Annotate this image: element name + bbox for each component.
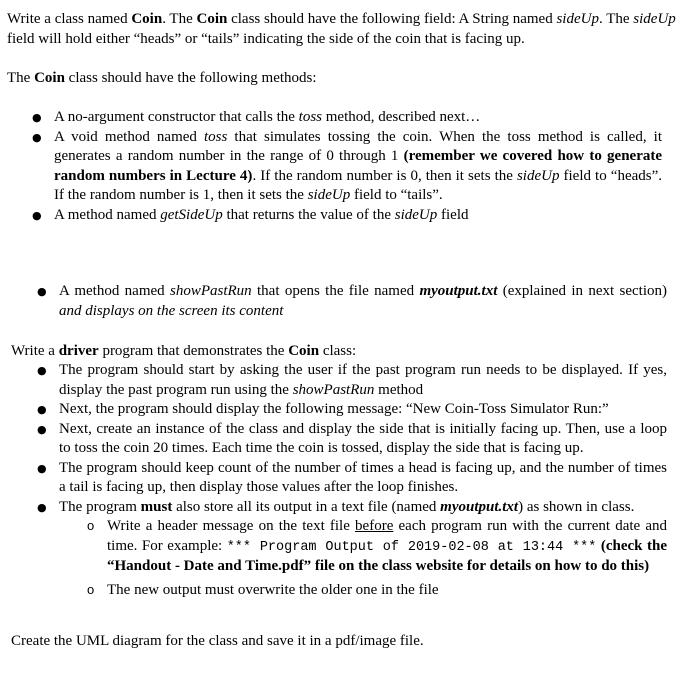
- subitem-header-message: o Write a header message on the text file before each program run with the current date and time. For example: *** Program Output of 2019-02-08 at 13:44 *** (check the “Handout - Date and Time.pdf” file on the class website for details on how to do this): [83, 517, 667, 577]
- method-constructor: ● A no-argument constructor that calls the toss method, described next…: [32, 108, 662, 128]
- methods-list: [32, 108, 662, 225]
- showpastrun-item: [37, 282, 667, 321]
- store-output-subitems: [83, 517, 667, 600]
- subitem-overwrite: o The new output must overwrite the older one in the file: [83, 581, 667, 601]
- driver-step-past-run: ● The program should start by asking the user if the past program run needs to be displayed. If yes, display the past program run using the showPastRun method: [37, 361, 667, 400]
- method-showpastrun: ● A method named showPastRun that opens the file named myoutput.txt (explained in next section) and displays on the screen its content: [37, 282, 667, 321]
- intro-text: Write a class named Coin. The Coin class should have the following field: A String named sideUp. The sideUp field will hold either “heads” or “tails” indicating the side of the coin that is facing up.: [7, 11, 676, 47]
- driver-step-store-output: ● The program must also store all its output in a text file (named myoutput.txt) as shown in class. o Write a header message on the text file before each program run with the current date and time. For example: *** Program Output of 2019-02-08 at 13:44 *** (check the “Handout - Date and Time.pdf” file on the class website for details on how to do this) o The new output must overwrite the older one in the file: [37, 498, 667, 601]
- driver-step-message: ● Next, the program should display the following message: “New Coin-Toss Simulator Run:”: [37, 400, 667, 420]
- method-toss: ● A void method named toss that simulates tossing the coin. When the toss method is called, it generates a random number in the range of 0 through 1 (remember we covered how to generate random numbers in Lecture 4). If the random number is 0, then it sets the sideUp field to “heads”. If the random number is 1, then it sets the sideUp field to “tails”.: [32, 128, 662, 206]
- driver-step-toss-loop: ● Next, create an instance of the class and display the side that is initially facing up. Then, use a loop to toss the coin 20 times. Each time the coin is tossed, display the side that is facing up.: [37, 420, 667, 459]
- driver-step-count: ● The program should keep count of the number of times a head is facing up, and the number of times a tail is facing up, then display those values after the loop finishes.: [37, 459, 667, 498]
- closing-paragraph: Create the UML diagram for the class and save it in a pdf/image file.: [11, 633, 424, 649]
- driver-heading: Write a driver program that demonstrates the Coin class:: [11, 343, 357, 359]
- methods-heading: The Coin class should have the following methods:: [7, 70, 317, 86]
- method-getsideup: ● A method named getSideUp that returns the value of the sideUp field: [32, 206, 662, 226]
- driver-list: [37, 361, 667, 600]
- intro-paragraph: [7, 10, 687, 49]
